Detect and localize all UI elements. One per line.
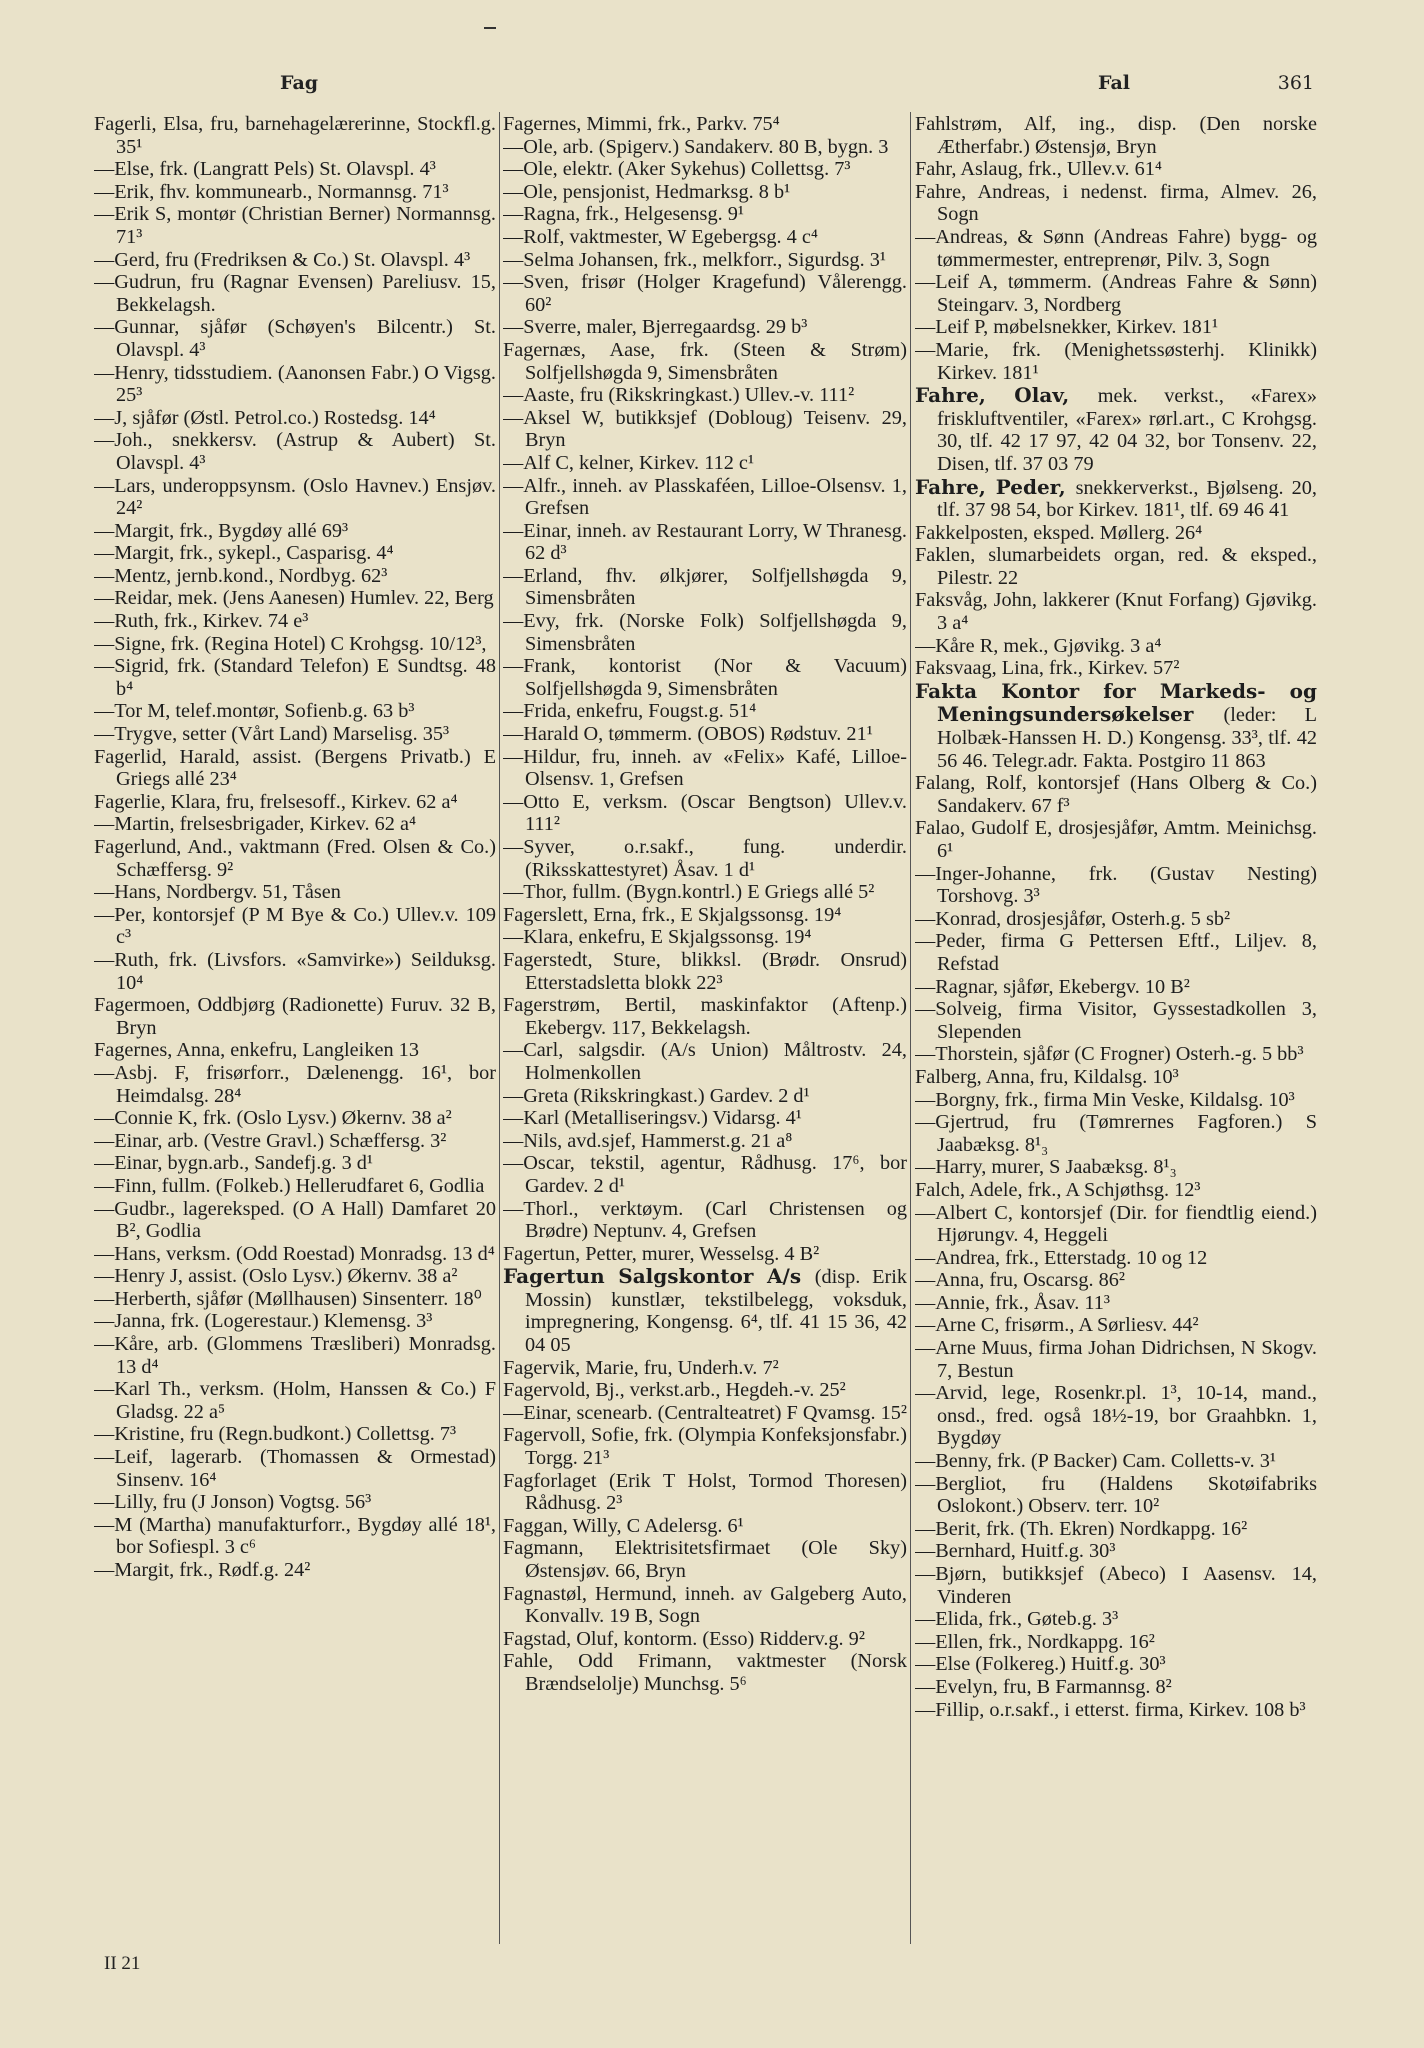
directory-entry: —Einar, inneh. av Restaurant Lorry, W Thranesg. 62 d³ [503, 519, 907, 565]
directory-entry: —Lilly, fru (J Jonson) Vogtsg. 56³ [94, 1491, 372, 1514]
directory-entry: Fagerstedt, Sture, blikksl. (Brødr. Onsrud) Etterstadsletta blokk 22³ [503, 948, 907, 994]
directory-entry: Faklen, slumarbeidets organ, red. & eksped., Pilestr. 22 [915, 544, 1317, 589]
directory-entry: —Kåre R, mek., Gjøvikg. 3 a⁴ [915, 634, 1162, 657]
directory-entry: —Signe, frk. (Regina Hotel) C Krohgsg. 10/12³, [94, 632, 487, 655]
directory-entry: —Elida, frk., Gøteb.g. 3³ [915, 1608, 1119, 1631]
directory-entry: —Alf C, kelner, Kirkev. 112 c¹ [503, 451, 755, 474]
directory-entry: —Connie K, frk. (Oslo Lysv.) Økernv. 38 a² [94, 1107, 452, 1130]
header-right-word: Fal [1098, 72, 1130, 94]
directory-entry: Fagermoen, Oddbjørg (Radionette) Furuv. 32 B, Bryn [94, 994, 496, 1039]
directory-entry: —Einar, bygn.arb., Sandefj.g. 3 d¹ [94, 1152, 374, 1175]
directory-entry: —Erik S, montør (Christian Berner) Normannsg. 71³ [94, 203, 496, 248]
column-3 [915, 113, 1317, 1953]
directory-entry: Fagervold, Bj., verkst.arb., Hegdeh.-v. 25² [503, 1379, 846, 1402]
directory-entry: —Benny, frk. (P Backer) Cam. Colletts-v. 3¹ [915, 1450, 1276, 1473]
directory-entry: —Hans, Nordbergv. 51, Tåsen [94, 881, 341, 904]
directory-entry: —Gerd, fru (Fredriksen & Co.) St. Olavspl. 4³ [94, 248, 471, 271]
directory-entry: —Kristine, fru (Regn.budkont.) Collettsg. 7³ [94, 1423, 457, 1446]
directory-entry: —Borgny, frk., firma Min Veske, Kildalsg. 10³ [915, 1088, 1295, 1111]
directory-entry: —Ellen, frk., Nordkappg. 16² [915, 1630, 1155, 1653]
directory-entry: —M (Martha) manufakturforr., Bygdøy allé 18¹, bor Sofiespl. 3 c⁶ [94, 1513, 496, 1559]
directory-entry: —Ruth, frk., Kirkev. 74 e³ [94, 610, 309, 633]
directory-entry: Faksvaag, Lina, frk., Kirkev. 57² [915, 657, 1180, 680]
directory-entry: —Erland, fhv. ølkjører, Solfjellshøgda 9, Simensbråten [503, 564, 907, 610]
directory-entry: —Albert C, kontorsjef (Dir. for fiendtlig eiend.) Hjørungv. 4, Heggeli [915, 1201, 1317, 1247]
directory-entry: —Mentz, jernb.kond., Nordbyg. 62³ [94, 564, 388, 587]
directory-entry: Fagerstrøm, Bertil, maskinfaktor (Aftenp.) Ekebergv. 117, Bekkelagsh. [503, 994, 907, 1039]
directory-entry: Fagmann, Elektrisitetsfirmaet (Ole Sky) Østensjøv. 66, Bryn [503, 1537, 907, 1582]
directory-entry: —Leif P, møbelsnekker, Kirkev. 181¹ [915, 316, 1219, 339]
directory-entry: Fagernes, Anna, enkefru, Langleiken 13 [94, 1039, 419, 1062]
directory-entry: —Nils, avd.sjef, Hammerst.g. 21 a⁸ [503, 1129, 793, 1152]
directory-entry: —Sigrid, frk. (Standard Telefon) E Sundtsg. 48 b⁴ [94, 655, 496, 700]
directory-entry: Falao, Gudolf E, drosjesjåfør, Amtm. Meinichsg. 6¹ [915, 817, 1317, 862]
directory-entry: Fagervik, Marie, fru, Underh.v. 7² [503, 1356, 779, 1379]
directory-entry: —Ole, elektr. (Aker Sykehus) Collettsg. 7³ [503, 158, 851, 181]
directory-entry: —Henry, tidsstudiem. (Aanonsen Fabr.) O Vigsg. 25³ [94, 361, 496, 407]
page-footer: II 21 [104, 1953, 141, 1974]
directory-entry: —Henry J, assist. (Oslo Lysv.) Økernv. 38 a² [94, 1265, 458, 1288]
scan-mark [484, 27, 496, 29]
directory-entry: —Einar, scenearb. (Centralteatret) F Qvamsg. 15² [503, 1401, 907, 1424]
directory-entry: —Sverre, maler, Bjerregaardsg. 29 b³ [503, 316, 808, 339]
directory-entry: —Frida, enkefru, Fougst.g. 51⁴ [503, 700, 757, 723]
directory-entry: —Herberth, sjåfør (Møllhausen) Sinsenterr. 18⁰ [94, 1287, 482, 1310]
directory-entry: —Gjertrud, fru (Tømrernes Fagforen.) S Jaabæksg. 8¹₃ [915, 1111, 1317, 1156]
directory-entry: —Else, frk. (Langratt Pels) St. Olavspl. 4³ [94, 158, 436, 181]
directory-entry: Fagertun Salgskontor A/s (disp. Erik Mossin) kunstlær, tekstilbelegg, voksduk, impregnering, Kongensg. 6⁴, tlf. 41 15 36, 42 04 05 [503, 1264, 907, 1357]
directory-entry: Falang, Rolf, kontorsjef (Hans Olberg & Co.) Sandakerv. 67 f³ [915, 772, 1317, 817]
directory-entry: —Leif A, tømmerm. (Andreas Fahre & Sønn) Steingarv. 3, Nordberg [915, 271, 1317, 316]
directory-entry: —Sven, frisør (Holger Kragefund) Vålerengg. 60² [503, 271, 907, 316]
directory-entry: —Asbj. F, frisørforr., Dælenengg. 16¹, bor Heimdalsg. 28⁴ [94, 1061, 496, 1107]
directory-entry: —Janna, frk. (Logerestaur.) Klemensg. 3³ [94, 1310, 433, 1333]
directory-entry: —Karl (Metalliseringsv.) Vidarsg. 4¹ [503, 1107, 802, 1130]
directory-entry: —Frank, kontorist (Nor & Vacuum) Solfjellshøgda 9, Simensbråten [503, 655, 907, 700]
directory-entry: Fahre, Andreas, i nedenst. firma, Almev. 26, Sogn [915, 180, 1317, 226]
directory-entry: Fahr, Aslaug, frk., Ullev.v. 61⁴ [915, 158, 1162, 181]
directory-entry: Fagstad, Oluf, kontorm. (Esso) Ridderv.g. 9² [503, 1627, 865, 1650]
directory-entry: —Arne Muus, firma Johan Didrichsen, N Skogv. 7, Bestun [915, 1337, 1317, 1382]
directory-entry: —Greta (Rikskringkast.) Gardev. 2 d¹ [503, 1084, 810, 1107]
directory-entry: —Ole, arb. (Spigerv.) Sandakerv. 80 B, bygn. 3 [503, 135, 889, 158]
directory-entry: —Joh., snekkersv. (Astrup & Aubert) St. Olavspl. 4³ [94, 429, 496, 474]
directory-entry: —Hildur, fru, inneh. av «Felix» Kafé, Lilloe-Olsensv. 1, Grefsen [503, 745, 907, 791]
directory-entry: —Aaste, fru (Rikskringkast.) Ullev.-v. 111² [503, 384, 855, 407]
directory-entry: Fakta Kontor for Markeds- og Meningsundersøkelser (leder: L Holbæk-Hanssen H. D.) Kongensg. 33³, tlf. 42 56 46. Telegr.adr. Fakta. Postgiro 11 863 [915, 678, 1317, 772]
column-divider [499, 112, 500, 1944]
directory-entry: —Arne C, frisørm., A Sørliesv. 44² [915, 1314, 1199, 1337]
directory-entry: —Margit, frk., Rødf.g. 24² [94, 1559, 311, 1581]
directory-entry: —Carl, salgsdir. (A/s Union) Måltrostv. 24, Holmenkollen [503, 1039, 907, 1084]
directory-entry: —Aksel W, butikksjef (Dobloug) Teisenv. 29, Bryn [503, 406, 907, 452]
page-number: 361 [1277, 72, 1314, 94]
directory-entry: Fagernes, Mimmi, frk., Parkv. 75⁴ [503, 113, 780, 135]
directory-entry: Fagnastøl, Hermund, inneh. av Galgeberg Auto, Konvallv. 19 B, Sogn [503, 1582, 907, 1628]
directory-entry: —Arvid, lege, Rosenkr.pl. 1³, 10-14, mand., onsd., fred. også 18½-19, bor Graahbkn. 1, Bygdøy [915, 1382, 1317, 1450]
directory-entry: —Kåre, arb. (Glommens Træsliberi) Monradsg. 13 d⁴ [94, 1333, 496, 1378]
directory-entry: —Alfr., inneh. av Plasskaféen, Lilloe-Olsensv. 1, Grefsen [503, 474, 907, 520]
directory-entry: Fagerlie, Klara, fru, frelsesoff., Kirkev. 62 a⁴ [94, 790, 458, 813]
directory-entry: —Harry, murer, S Jaabæksg. 8¹₃ [915, 1156, 1177, 1179]
directory-entry: —Leif, lagerarb. (Thomassen & Ormestad) Sinsenv. 16⁴ [94, 1446, 496, 1491]
directory-entry: Fahlstrøm, Alf, ing., disp. (Den norske Ætherfabr.) Østensjø, Bryn [915, 113, 1317, 158]
directory-entry: Fagerlid, Harald, assist. (Bergens Privatb.) E Griegs allé 23⁴ [94, 745, 496, 791]
directory-entry: Fagertun, Petter, murer, Wesselsg. 4 B² [503, 1242, 820, 1265]
directory-entry: —Selma Johansen, frk., melkforr., Sigurdsg. 3¹ [503, 248, 886, 271]
directory-entry: Fagerlund, And., vaktmann (Fred. Olsen & Co.) Schæffersg. 9² [94, 836, 496, 881]
directory-entry: —Gudbr., lagereksped. (O A Hall) Damfaret 20 B², Godlia [94, 1197, 496, 1243]
directory-entry: Falberg, Anna, fru, Kildalsg. 10³ [915, 1065, 1179, 1088]
directory-entry: —Finn, fullm. (Folkeb.) Hellerudfaret 6, Godlia [94, 1174, 485, 1197]
directory-entry: —Andrea, frk., Etterstadg. 10 og 12 [915, 1246, 1208, 1269]
directory-entry: —Gudrun, fru (Ragnar Evensen) Pareliusv. 15, Bekkelagsh. [94, 271, 496, 316]
directory-entry: Fagervoll, Sofie, frk. (Olympia Konfeksjonsfabr.) Torgg. 21³ [503, 1424, 907, 1470]
directory-entry: —Ragnar, sjåfør, Ekebergv. 10 B² [915, 975, 1190, 998]
directory-entry: —Bernhard, Huitf.g. 30³ [915, 1540, 1116, 1563]
directory-entry: —Ole, pensjonist, Hedmarksg. 8 b¹ [503, 180, 791, 203]
directory-entry: Fagernæs, Aase, frk. (Steen & Strøm) Solfjellshøgda 9, Simensbråten [503, 338, 907, 384]
directory-entry: —Marie, frk. (Menighetssøsterhj. Klinikk) Kirkev. 181¹ [915, 338, 1317, 384]
directory-entry: —Per, kontorsjef (P M Bye & Co.) Ullev.v. 109 c³ [94, 903, 496, 949]
directory-entry: Fahre, Olav, mek. verkst., «Farex» friskluftventiler, «Farex» rørl.art., C Krohgsg. 30, tlf. 42 17 97, 42 04 32, bor Tonsenv. 22, Disen, tlf. 37 03 79 [915, 383, 1317, 475]
directory-entry: —Annie, frk., Åsav. 11³ [915, 1291, 1110, 1314]
directory-entry: —Else (Folkereg.) Huitf.g. 30³ [915, 1653, 1166, 1676]
directory-entry: Faksvåg, John, lakkerer (Knut Forfang) Gjøvikg. 3 a⁴ [915, 589, 1317, 635]
directory-entry: —Bergliot, fru (Haldens Skotøifabriks Oslokont.) Observ. terr. 10² [915, 1472, 1317, 1518]
directory-entry: —Andreas, & Sønn (Andreas Fahre) bygg- og tømmermester, entreprenør, Pilv. 3, Sogn [915, 225, 1317, 271]
directory-entry: Falch, Adele, frk., A Schjøthsg. 12³ [915, 1178, 1201, 1201]
header-left-word: Fag [280, 72, 319, 94]
directory-entry: —Einar, arb. (Vestre Gravl.) Schæffersg. 3² [94, 1129, 447, 1152]
directory-entry: —Margit, frk., Bygdøy allé 69³ [94, 519, 349, 542]
directory-entry: —Peder, firma G Pettersen Eftf., Liljev. 8, Refstad [915, 930, 1317, 975]
directory-entry: —J, sjåfør (Østl. Petrol.co.) Rostedsg. 14⁴ [94, 406, 436, 429]
directory-entry: —Lars, underoppsynsm. (Oslo Havnev.) Ensjøv. 24² [94, 474, 496, 520]
directory-entry: —Rolf, vaktmester, W Egebergsg. 4 c⁴ [503, 225, 818, 248]
directory-entry: Faggan, Willy, C Adelersg. 6¹ [503, 1514, 744, 1537]
directory-entry: —Karl Th., verksm. (Holm, Hanssen & Co.) F Gladsg. 22 a⁵ [94, 1378, 496, 1423]
directory-entry: —Gunnar, sjåfør (Schøyen's Bilcentr.) St. Olavspl. 4³ [94, 316, 496, 361]
directory-entry: —Martin, frelsesbrigader, Kirkev. 62 a⁴ [94, 813, 417, 836]
directory-entry: —Thorl., verktøym. (Carl Christensen og Brødre) Neptunv. 4, Grefsen [503, 1197, 907, 1243]
directory-entry: —Bjørn, butikksjef (Abeco) I Aasensv. 14, Vinderen [915, 1563, 1317, 1608]
directory-entry: —Hans, verksm. (Odd Roestad) Monradsg. 13 d⁴ [94, 1242, 495, 1265]
directory-entry: —Solveig, firma Visitor, Gyssestadkollen 3, Slependen [915, 998, 1317, 1043]
directory-entry: —Oscar, tekstil, agentur, Rådhusg. 17⁶, bor Gardev. 2 d¹ [503, 1152, 907, 1197]
directory-entry: —Anna, fru, Oscarsg. 86² [915, 1269, 1125, 1292]
directory-entry: Fagerli, Elsa, fru, barnehagelærerinne, Stockfl.g. 35¹ [94, 113, 496, 158]
directory-entry: —Thor, fullm. (Bygn.kontrl.) E Griegs allé 5² [503, 881, 875, 904]
directory-entry: —Thorstein, sjåfør (C Frogner) Osterh.-g. 5 bb³ [915, 1043, 1304, 1066]
directory-entry: —Evy, frk. (Norske Folk) Solfjellshøgda 9, Simensbråten [503, 610, 907, 655]
directory-entry: —Margit, frk., sykepl., Casparisg. 4⁴ [94, 542, 394, 565]
directory-entry: —Ragna, frk., Helgesensg. 9¹ [503, 203, 744, 226]
directory-entry: Fagerslett, Erna, frk., E Skjalgssonsg. 19⁴ [503, 903, 842, 926]
directory-entry: —Evelyn, fru, B Farmannsg. 8² [915, 1675, 1172, 1698]
directory-entry: —Fillip, o.r.sakf., i etterst. firma, Kirkev. 108 b³ [915, 1698, 1306, 1721]
column-1 [94, 113, 496, 1953]
column-divider [910, 112, 911, 1944]
directory-entry: —Otto E, verksm. (Oscar Bengtson) Ullev.v. 111² [503, 790, 907, 836]
column-2 [503, 113, 907, 1953]
directory-entry: —Harald O, tømmerm. (OBOS) Rødstuv. 21¹ [503, 723, 873, 746]
directory-entry: —Berit, frk. (Th. Ekren) Nordkappg. 16² [915, 1517, 1248, 1540]
directory-entry: —Syver, o.r.sakf., fung. underdir. (Riksskattestyret) Åsav. 1 d¹ [503, 836, 907, 881]
directory-entry: —Tor M, telef.montør, Sofienb.g. 63 b³ [94, 700, 415, 723]
directory-entry: —Klara, enkefru, E Skjalgssonsg. 19⁴ [503, 926, 812, 949]
directory-entry: —Reidar, mek. (Jens Aanesen) Humlev. 22, Berg [94, 587, 494, 610]
directory-entry: —Konrad, drosjesjåfør, Osterh.g. 5 sb² [915, 907, 1231, 930]
directory-entry: Fagforlaget (Erik T Holst, Tormod Thoresen) Rådhusg. 2³ [503, 1469, 907, 1515]
directory-entry: —Erik, fhv. kommunearb., Normannsg. 71³ [94, 180, 449, 203]
directory-entry: —Inger-Johanne, frk. (Gustav Nesting) Torshovg. 3³ [915, 862, 1317, 908]
directory-entry: —Trygve, setter (Vårt Land) Marselisg. 35³ [94, 723, 450, 746]
directory-entry: Fahre, Peder, snekkerverkst., Bjølseng. 20, tlf. 37 98 54, bor Kirkev. 181¹, tlf. 69 46 41 [915, 474, 1317, 522]
directory-entry: Fakkelposten, eksped. Møllerg. 26⁴ [915, 521, 1203, 544]
directory-entry: Fahle, Odd Frimann, vaktmester (Norsk Brændselolje) Munchsg. 5⁶ [503, 1650, 907, 1695]
directory-entry: —Ruth, frk. (Livsfors. «Samvirke») Seilduksg. 10⁴ [94, 948, 496, 994]
